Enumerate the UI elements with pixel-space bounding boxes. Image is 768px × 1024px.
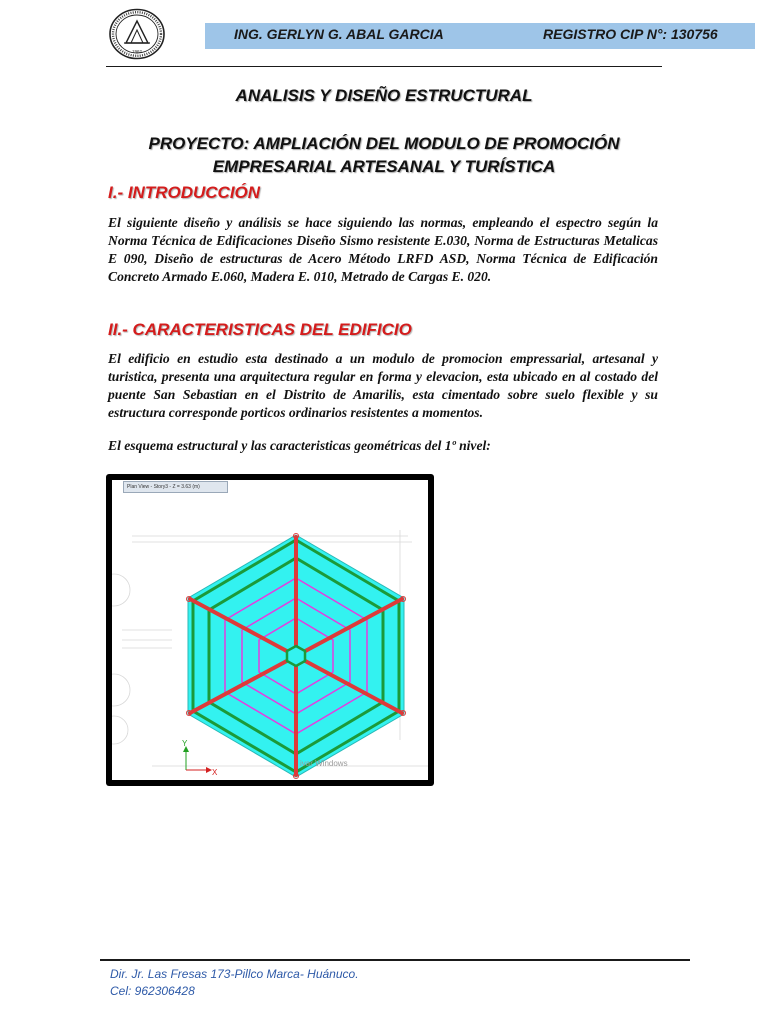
registry-number: REGISTRO CIP N°: 130756 [543, 26, 718, 42]
axis-x-label: X [212, 768, 218, 777]
footer-phone: Cel: 962306428 [110, 984, 195, 998]
header-divider [106, 66, 662, 67]
activation-watermark: ivar Windows [300, 759, 348, 768]
footer-divider [100, 959, 690, 961]
structural-plan-figure [106, 474, 434, 786]
plan-view-tab: Plan View - Story3 - Z = 3.63 (m) [123, 481, 228, 493]
building-description-paragraph: El edificio en estudio esta destinado a un modulo de promocion empressarial, artesanal y turistica, presenta una arquitectura regular en forma y elevacion, esta ubicado en al costado del puente San Sebastian en el Distrito de Amarilis, esta cimentado sobre suelo flexible y su estructura corresponde porticos ordinarios resistentes a momentos. [108, 351, 658, 420]
scheme-caption: El esquema estructural y las caracteristicas geométricas del 1º nivel: [108, 438, 491, 453]
engineer-name: ING. GERLYN G. ABAL GARCIA [234, 26, 444, 42]
section-heading-caracteristicas: II.- CARACTERISTICAS DEL EDIFICIO [108, 320, 412, 339]
axis-y-label: Y [182, 739, 188, 748]
project-title-line1: PROYECTO: AMPLIACIÓN DEL MODULO DE PROMOCIÓN [148, 134, 620, 153]
seal-year: 1962 [131, 49, 143, 54]
project-title [108, 132, 660, 178]
section-heading-introduccion: I.- INTRODUCCIÓN [108, 183, 261, 202]
cip-seal-logo [108, 8, 166, 60]
document-title: ANALISIS Y DISEÑO ESTRUCTURAL [235, 86, 533, 105]
plan-view-window [112, 480, 428, 780]
project-title-line2: EMPRESARIAL ARTESANAL Y TURÍSTICA [212, 157, 556, 176]
hexagon-structural-plan [112, 480, 428, 780]
footer-address: Dir. Jr. Las Fresas 173-Pillco Marca- Huánuco. [110, 967, 359, 981]
intro-paragraph: El siguiente diseño y análisis se hace siguiendo las normas, empleando el espectro según la Norma Técnica de Edificaciones Diseño Sismo resistente E.030, Norma de Estructuras Metalicas E 090, Diseño de estructuras de Acero Método LRFD ASD, Norma Técnica de Edificación Concreto Armado E.060, Madera E. 010, Metrado de Cargas E. 020. [108, 215, 658, 284]
